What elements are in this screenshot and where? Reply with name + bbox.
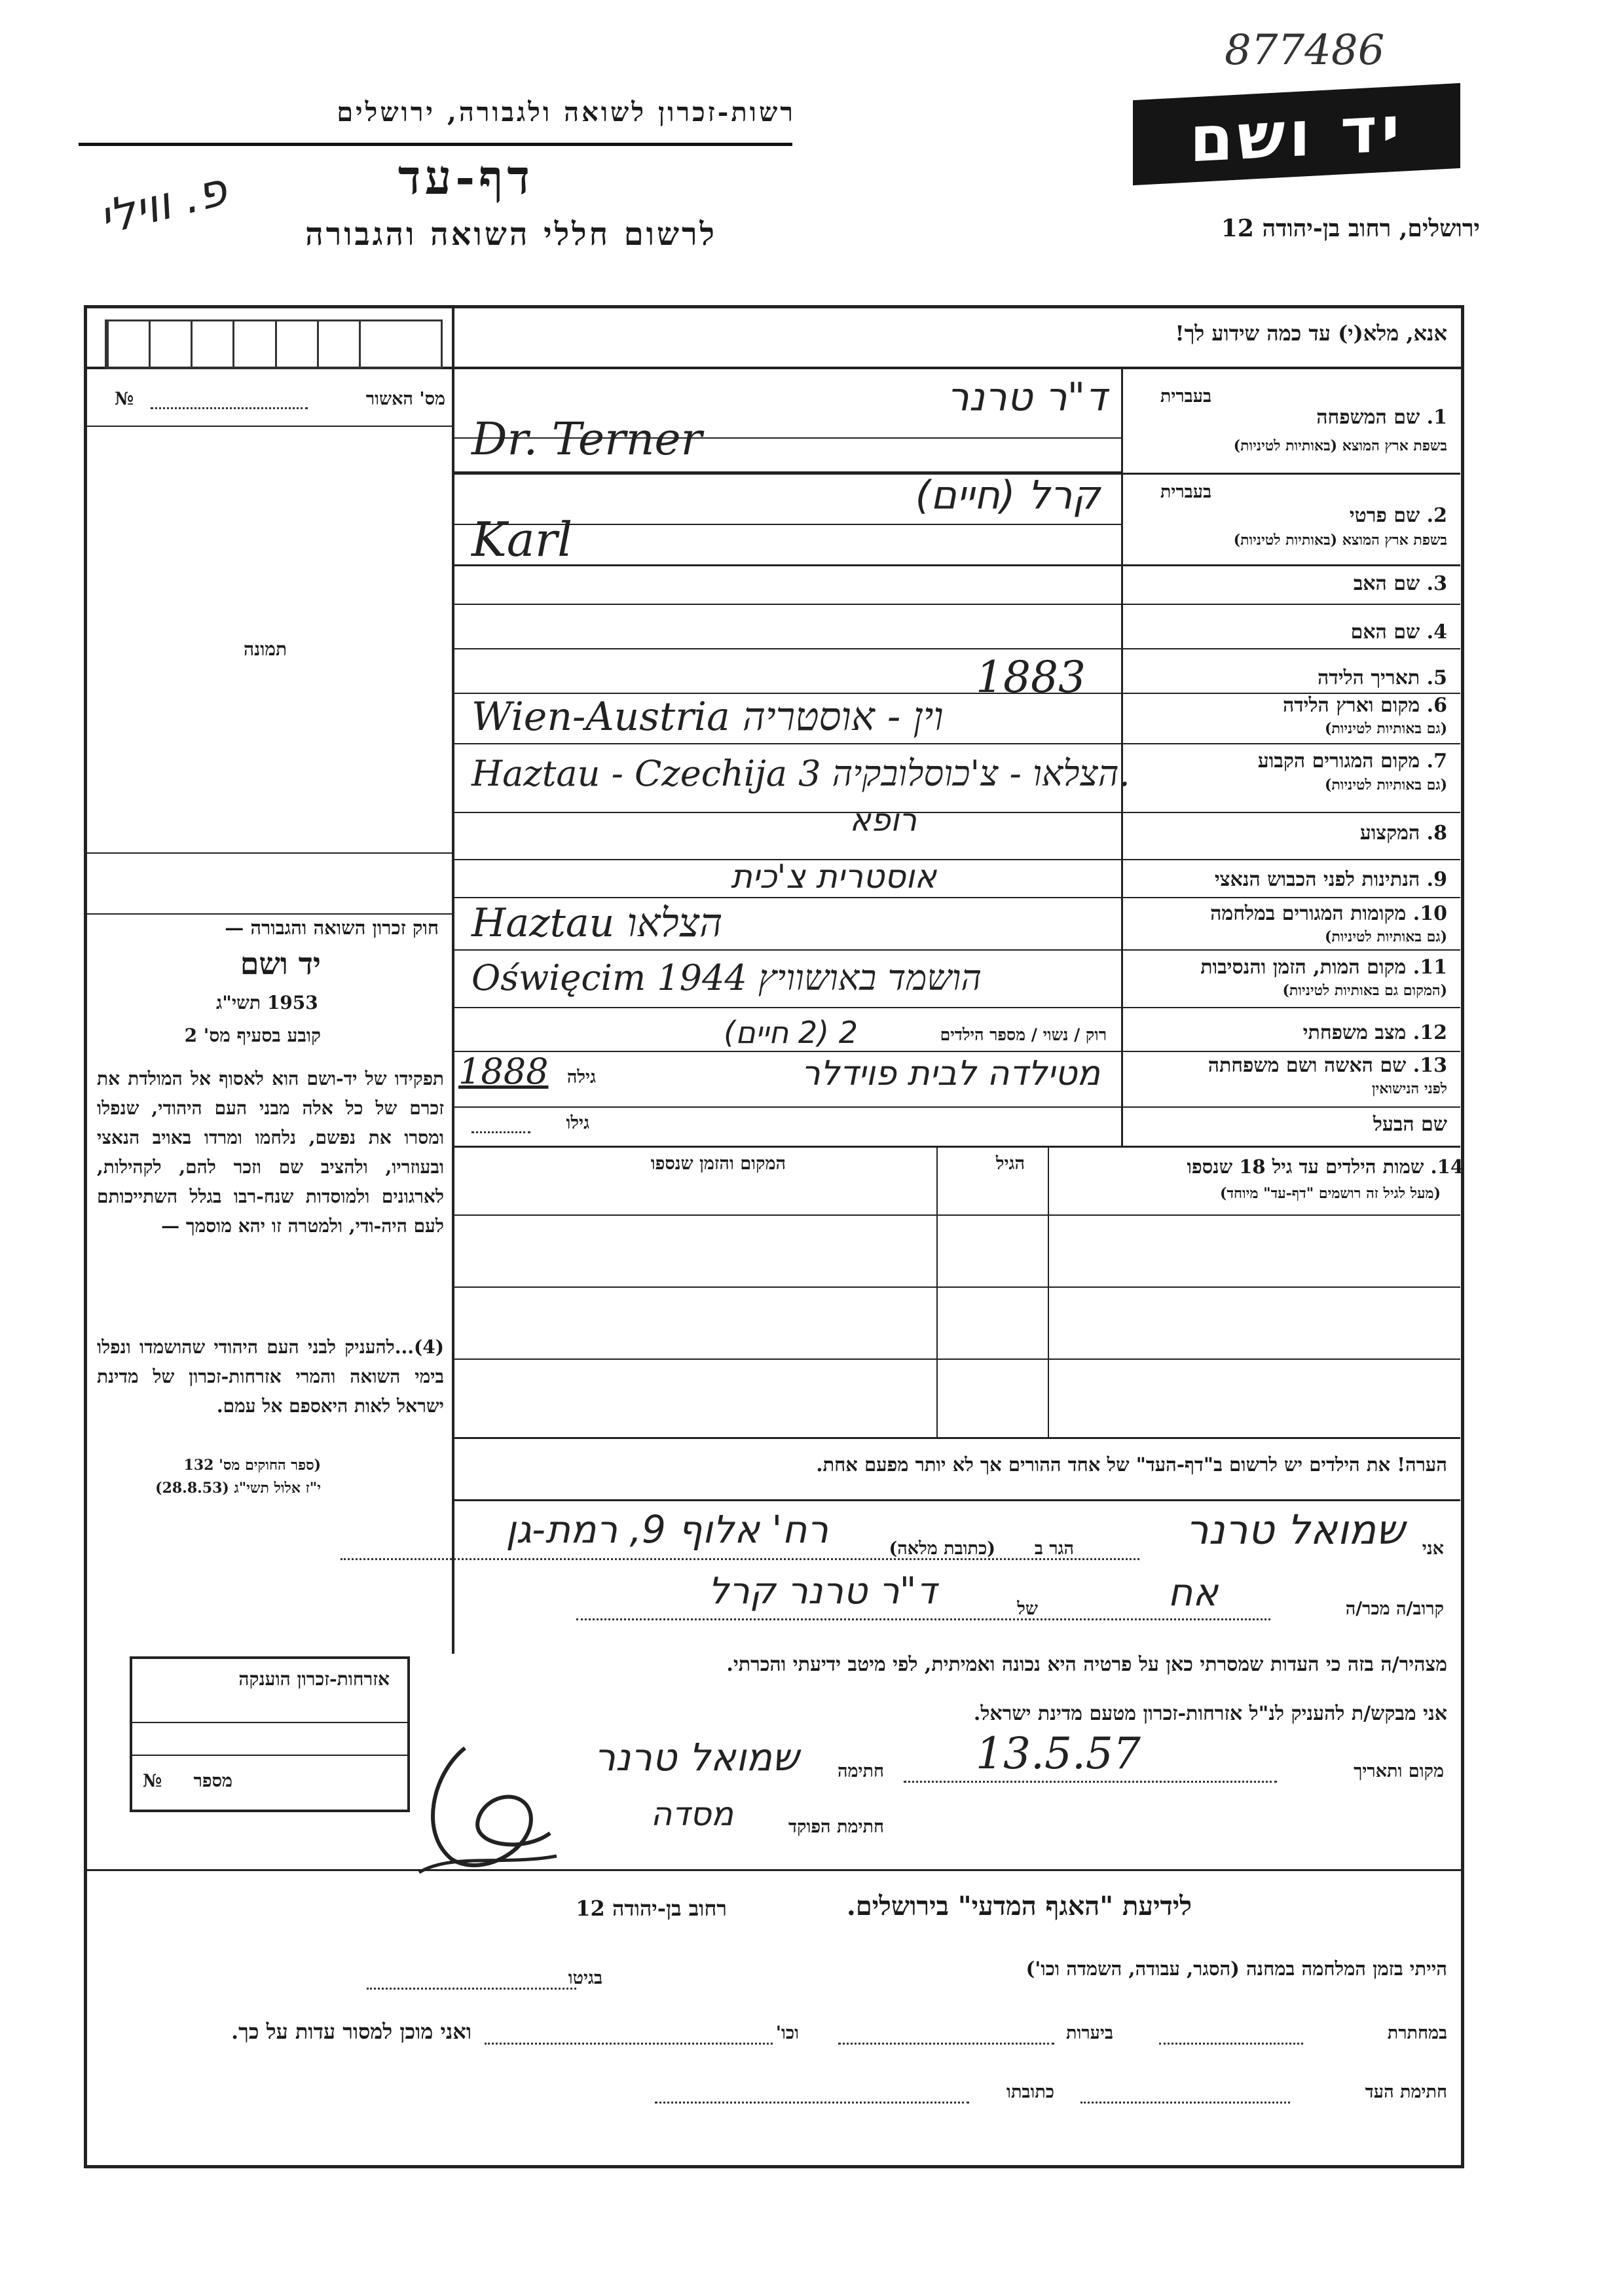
rule — [452, 812, 1460, 813]
field-10-value[interactable]: Haztau הצלאו — [471, 900, 723, 946]
decl-ani: אני — [1422, 1539, 1444, 1559]
field-7-value[interactable]: Haztau - Czechija הצלאו - צ'כוסלובקיה 3. — [471, 753, 1130, 794]
instruction: אנא, מלא(י) עד כמה שידוע לך! — [1175, 321, 1447, 346]
rule — [452, 897, 1460, 898]
decl-relative-label: קרוב/ה מכר/ה — [1345, 1599, 1444, 1619]
field-11-value[interactable]: Oświęcim 1944 הושמד באושוויץ — [471, 957, 982, 998]
approval-no-prefix: № — [115, 389, 134, 409]
field-4-label: 4. שם האם — [1350, 621, 1447, 644]
signature-flourish — [393, 1735, 563, 1879]
decl-address-hint: (כתובת מלאה) — [889, 1539, 995, 1559]
rule — [452, 1106, 1460, 1108]
photo-rule — [84, 913, 452, 915]
decl-relative-of[interactable]: ד"ר טרנר קרל — [708, 1570, 936, 1613]
field-13-value[interactable]: מטילדה לבית פוידלר — [801, 1054, 1100, 1093]
decl-date[interactable]: 13.5.57 — [976, 1728, 1141, 1779]
sidebar-divider — [452, 305, 454, 1654]
footer-etc: וכו' — [775, 2023, 799, 2043]
footer-witness-sig: חתימת העד — [1365, 2082, 1447, 2102]
decl-officer-label: חתימת הפוקד — [788, 1817, 884, 1837]
citizenship-title: אזרחות-זכרון הוענקה — [238, 1668, 390, 1690]
rule — [452, 1286, 1460, 1288]
decl-officer[interactable]: מסדה — [650, 1795, 733, 1833]
husband-age-label: גילו — [566, 1113, 589, 1133]
footer-etc-line[interactable] — [485, 2043, 773, 2045]
field-13-age-value[interactable]: 1888 — [458, 1051, 549, 1092]
law-source: (ספר החוקים מס' 132 — [183, 1457, 321, 1474]
field-10-label: 10. מקומות המגורים במלחמה — [1210, 902, 1447, 925]
field-11-label: 11. מקום המות, הזמן והנסיבות — [1200, 956, 1447, 979]
field-11-sub: (המקום גם באותיות לטיניות) — [1282, 982, 1447, 999]
field-8-label: 8. המקצוע — [1359, 822, 1447, 845]
decl-name[interactable]: שמואל טרנר — [1185, 1506, 1405, 1554]
field-6-label: 6. מקום וארץ הלידה — [1282, 694, 1447, 717]
footer-forests-line[interactable] — [838, 2043, 1054, 2045]
rule — [452, 1358, 1460, 1360]
decl-date-line — [904, 1781, 1277, 1783]
org-line: רשות-זכרון לשואה ולגבורה, ירושלים — [337, 97, 796, 128]
rule — [452, 1499, 1460, 1501]
decl-relative-line — [576, 1618, 1270, 1620]
field-13-age-label: גילה — [566, 1067, 596, 1087]
rule — [452, 604, 1460, 605]
footer-ready: ואני מוכן למסור עדות על כך. — [231, 2019, 471, 2044]
footer-rule — [84, 1869, 1461, 1871]
footer-ghetto: בגיטו — [568, 1968, 602, 1988]
photo-label: תמונה — [244, 638, 287, 660]
yad-vashem-logo — [1133, 83, 1460, 185]
footer-underground-line[interactable] — [1159, 2043, 1303, 2045]
rule — [452, 648, 1460, 649]
decl-address[interactable]: רח' אלוף 9, רמת-גן — [506, 1507, 828, 1552]
rule — [452, 859, 1460, 860]
approval-number-field[interactable] — [151, 407, 308, 409]
note: הערה! את הילדים יש לרשום ב"דף-העד" של אחד ההורים אך לא יותר מפעם אחת. — [816, 1453, 1447, 1476]
handwritten-note: פ. ווילי — [94, 162, 232, 246]
field-1-value-latin[interactable]: Dr. Terner — [471, 414, 703, 465]
children-sub: (מעל לגיל זה רושמים "דף-עד" מיוחד) — [1220, 1185, 1441, 1202]
hebrew-tag-1: בעברית — [1160, 386, 1211, 407]
children-col-divider — [1048, 1146, 1049, 1437]
law-section: קובע בסעיף מס' 2 — [184, 1025, 321, 1046]
footer-address: רחוב בן-יהודה 12 — [576, 1896, 727, 1921]
hebrew-tag-2: בעברית — [1160, 482, 1211, 502]
rule — [452, 1214, 1460, 1216]
decl-statement: מצהיר/ה בזה כי העדות שמסרתי כאן על פרטיה היא נכונה ואמיתית, לפי מיטב ידיעתי והכרתי. — [726, 1653, 1447, 1676]
citizenship-number-prefix: № — [143, 1771, 162, 1791]
children-age-col: הגיל — [995, 1154, 1025, 1174]
decl-address-line — [341, 1558, 1139, 1560]
rule — [452, 1146, 1460, 1148]
field-6-sub: (גם באותיות לטיניות) — [1324, 720, 1447, 737]
field-2-label: 2. שם פרטי — [1349, 504, 1447, 527]
law-title: חוק זכרון השואה והגבורה — — [225, 917, 439, 939]
field-2-value-latin[interactable]: Karl — [471, 512, 573, 567]
rule — [452, 1437, 1460, 1439]
law-year: תשי"ג 1953 — [216, 992, 318, 1013]
law-source-2: י"ז אלול תשי"ג (28.8.53) — [155, 1480, 321, 1497]
field-13-sub: לפני הנישואין — [1371, 1080, 1447, 1097]
field-12-value[interactable]: 2 (2 חיים) — [724, 1015, 858, 1050]
footer-forests: ביערות — [1065, 2023, 1113, 2043]
husband-label: שם הבעל — [1373, 1113, 1447, 1136]
decl-residing: הגר ב — [1034, 1539, 1074, 1559]
field-1-value-he[interactable]: ד"ר טרנר — [947, 374, 1107, 420]
field-7-label: 7. מקום המגורים הקבוע — [1257, 750, 1447, 773]
logo-text: יד ושם — [1189, 92, 1404, 177]
field-13-label: 13. שם האשה ושם משפחתה — [1208, 1054, 1447, 1077]
field-3-label: 3. שם האב — [1353, 572, 1447, 595]
approval-label: מס' האשור — [365, 389, 445, 409]
page-title: דף-עד — [397, 149, 534, 205]
decl-request: אני מבקש/ת להעניק לנ"ל אזרחות-זכרון מטעם מדינת ישראל. — [973, 1702, 1447, 1725]
rule — [452, 564, 1460, 566]
page-subtitle: לרשום חללי השואה והגבורה — [305, 216, 717, 253]
decl-relation[interactable]: אח — [1168, 1570, 1218, 1614]
header-address: ירושלים, רחוב בן-יהודה 12 — [1221, 215, 1480, 242]
field-12-value-label: רוק / נשוי / מספר הילדים — [940, 1025, 1107, 1044]
field-9-label: 9. הנתינות לפני הכבוש הנאצי — [1214, 868, 1447, 891]
rule — [452, 1051, 1460, 1052]
header-rule — [79, 143, 792, 146]
field-2-value-he[interactable]: קרל (חיים) — [915, 473, 1100, 519]
law-name: יד ושם — [240, 946, 321, 981]
citizenship-number-label: מספר — [193, 1771, 232, 1791]
footer-line-1: הייתי בזמן המלחמה במחנה (הסגר, עבודה, השמדה וכו') — [1025, 1958, 1447, 1980]
field-5-value[interactable]: 1883 — [976, 652, 1086, 702]
decl-signature-label: חתימה — [837, 1761, 884, 1781]
rule — [452, 1007, 1460, 1008]
footer-witness-line[interactable] — [1080, 2102, 1290, 2104]
footer-address-line[interactable] — [655, 2102, 969, 2104]
footer-title: לידיעת "האגף המדעי" בירושלים. — [846, 1891, 1192, 1922]
tick-boxes — [105, 319, 443, 369]
decl-signature[interactable]: שמואל טרנר — [594, 1735, 799, 1779]
decl-place-date-label: מקום ותאריך — [1354, 1761, 1444, 1781]
law-body-2: (4)...להעניק לבני העם היהודי שהושמדו ונפלו בימי השואה והמרי אזרחות-זכרון של מדינת ישראל לאות היאספם אל עמם. — [97, 1336, 444, 1417]
field-1-sub: בשפת ארץ המוצא (באותיות לטיניות) — [1233, 437, 1447, 454]
field-5-label: 5. תאריך הלידה — [1318, 666, 1447, 689]
children-place-col: המקום והזמן שנספו — [650, 1154, 786, 1174]
field-9-value[interactable]: אוסטרית צ'כית — [731, 858, 936, 896]
children-label: 14. שמות הילדים עד גיל 18 שנספו — [1187, 1156, 1464, 1178]
field-6-value[interactable]: Wien-Austria וין - אוסטריה — [471, 694, 944, 740]
decl-shel: של — [1017, 1599, 1038, 1619]
field-10-sub: (גם באותיות לטיניות) — [1324, 928, 1447, 945]
field-12-label: 12. מצב משפחתי — [1302, 1021, 1447, 1044]
field-1-label: 1. שם המשפחה — [1316, 406, 1447, 429]
rule — [130, 1755, 407, 1756]
rule — [452, 949, 1460, 951]
file-number: 877486 — [1225, 26, 1385, 75]
footer-underground: במחתרת — [1387, 2023, 1447, 2043]
rule — [452, 743, 1460, 744]
field-7-sub: (גם באותיות לטיניות) — [1324, 776, 1447, 793]
law-body: תפקידו של יד-ושם הוא לאסוף אל המולדת את זכרם של כל אלה מבני העם היהודי, שנפלו ומסרו את נפשם, נלחמו ומרדו באויב הנאצי ובעוזריו, ולהציב שם וזכר להם, לקהילות, לארגונים ולמוסדות שנח-רבו בגלל השתייכותם לעם היה-ודי, ולמטרה זו יהא מוסמך — — [97, 1068, 444, 1237]
field-2-sub: בשפת ארץ המוצא (באותיות לטיניות) — [1233, 532, 1447, 549]
husband-age-field[interactable] — [471, 1131, 530, 1133]
footer-address-label: כתובתו — [1006, 2082, 1054, 2102]
children-col-divider — [936, 1146, 938, 1437]
footer-ghetto-line[interactable] — [367, 1988, 576, 1990]
sidebar-rule — [84, 852, 452, 854]
rule — [130, 1722, 407, 1723]
approval-rule — [84, 426, 452, 427]
field-8-value[interactable]: רופא — [849, 802, 917, 839]
